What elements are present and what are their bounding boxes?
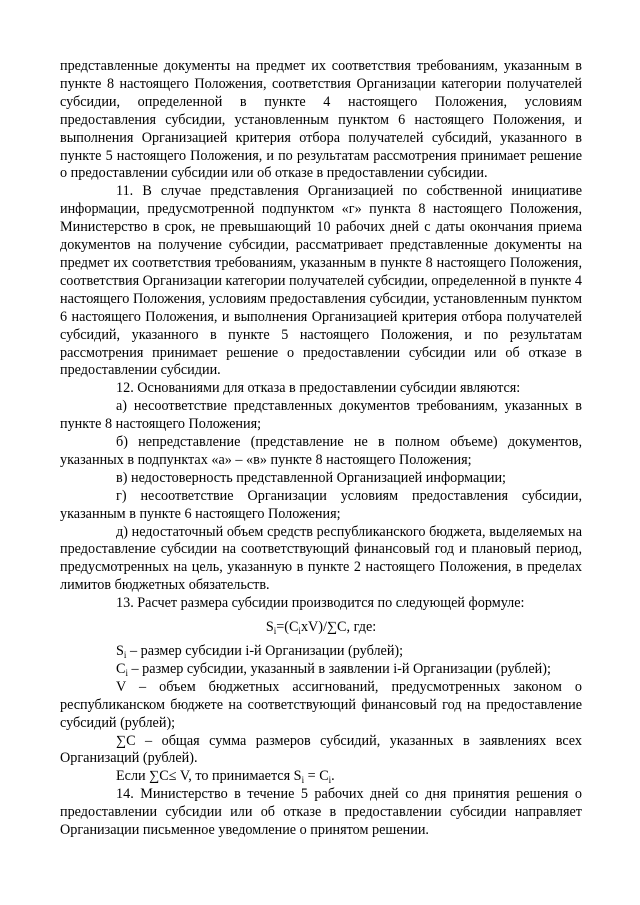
paragraph-12: 12. Основаниями для отказа в предоставлении субсидии являются: (116, 380, 521, 397)
item-g: г) несоответствие Организации условиям предоставления субсидии, указанным в пункте 6 настоящего Положения; (60, 487, 582, 522)
definition-si (60, 643, 582, 661)
formula-sub-i-2: i (298, 626, 301, 637)
document-page (60, 58, 582, 840)
paragraph-11: 11. В случае представления Организацией по собственной инициативе информации, предусмотренной подпунктом «г» пункта 8 настоящего Положения, Министерство в срок, не превышающий 10 рабочих дней с даты окончания приема документов на получение субсидии, рассматривает представленные документы на предмет их соответствия требованиям, указанным в пункте 8 настоящего Положения, соответствия Организации категории получателей субсидии, определенной в пункте 4 настоящего Положения, условиям предоставления субсидии, установленным пунктом 6 настоящего Положения, и выполнения Организацией критерия отбора получателей субсидий, указанного в пункте 5 настоящего Положения, и по результатам рассмотрения принимает решение о предоставлении субсидии или об отказе в предоставлении субсидии. (60, 183, 582, 379)
def-sub: i (123, 650, 127, 660)
paragraph-13: 13. Расчет размера субсидии производится по следующей формуле: (116, 595, 525, 612)
cond-sub2: i (328, 775, 332, 786)
def-text: – размер субсидии, указанный в заявлении i-й Организации (рублей); (127, 660, 551, 677)
definition-v: V – объем бюджетных ассигнований, предусмотренных законом о республиканском бюджете на соответствующий финансовый год на предоставление субсидий (рублей); (60, 678, 582, 731)
formula (60, 619, 582, 637)
item-d: д) недостаточный объем средств республиканского бюджета, выделяемых на предоставление субсидии на соответствующий финансовый год и плановый период, предусмотренных на цель, указанную в пункте 2 настоящего Положения, в пределах лимитов бюджетных обязательств. (60, 523, 582, 594)
def-sub: i (125, 667, 128, 678)
def-sym: S (116, 643, 124, 659)
paragraph-14: 14. Министерство в течение 5 рабочих дней со дня принятия решения о предоставлении субсидии или об отказе в предоставлении субсидии направляет Организации письменное уведомление о принятом решении. (60, 786, 582, 839)
cond-sub1: i (301, 775, 305, 786)
def-sym: C (116, 660, 126, 677)
item-v: в) недостоверность представленной Организацией информации; (116, 469, 507, 486)
cond-b: = C (304, 768, 329, 785)
item-b: б) непредставление (представление не в полном объеме) документов, указанных в подпунктах «а» – «в» пункте 8 настоящего Положения; (60, 434, 582, 468)
formula-eq: =(C (276, 619, 299, 636)
formula-s: S (265, 619, 274, 636)
formula-sub-i: i (273, 626, 277, 637)
definition-ci (60, 661, 582, 679)
def-text: – размер субсидии i-й Организации (рублей); (126, 643, 404, 659)
condition-line (60, 768, 582, 786)
cond-c: . (331, 768, 335, 785)
definition-sum-c: ∑C – общая сумма размеров субсидий, указанных в заявлениях всех Организаций (рублей). (60, 732, 582, 767)
paragraph-continuation: представленные документы на предмет их соответствия требованиям, указанным в пункте 8 настоящего Положения, соответствия Организации категории получателей субсидии, определенной в пункте 4 настоящего Положения, условиям предоставления субсидии, установленным пунктом 6 настоящего Положения, и выполнения Организацией критерия отбора получателей субсидий, указанного в пункте 5 настоящего Положения, и по результатам рассмотрения принимает решение о предоставлении субсидии или об отказе в предоставлении субсидии. (60, 58, 582, 182)
formula-rest: xV)/∑C, где: (300, 619, 377, 636)
item-a: а) несоответствие представленных документов требованиям, указанных в пункте 8 настоящего Положения; (60, 398, 582, 433)
cond-a: Если ∑C≤ V, то принимается S (116, 768, 302, 785)
